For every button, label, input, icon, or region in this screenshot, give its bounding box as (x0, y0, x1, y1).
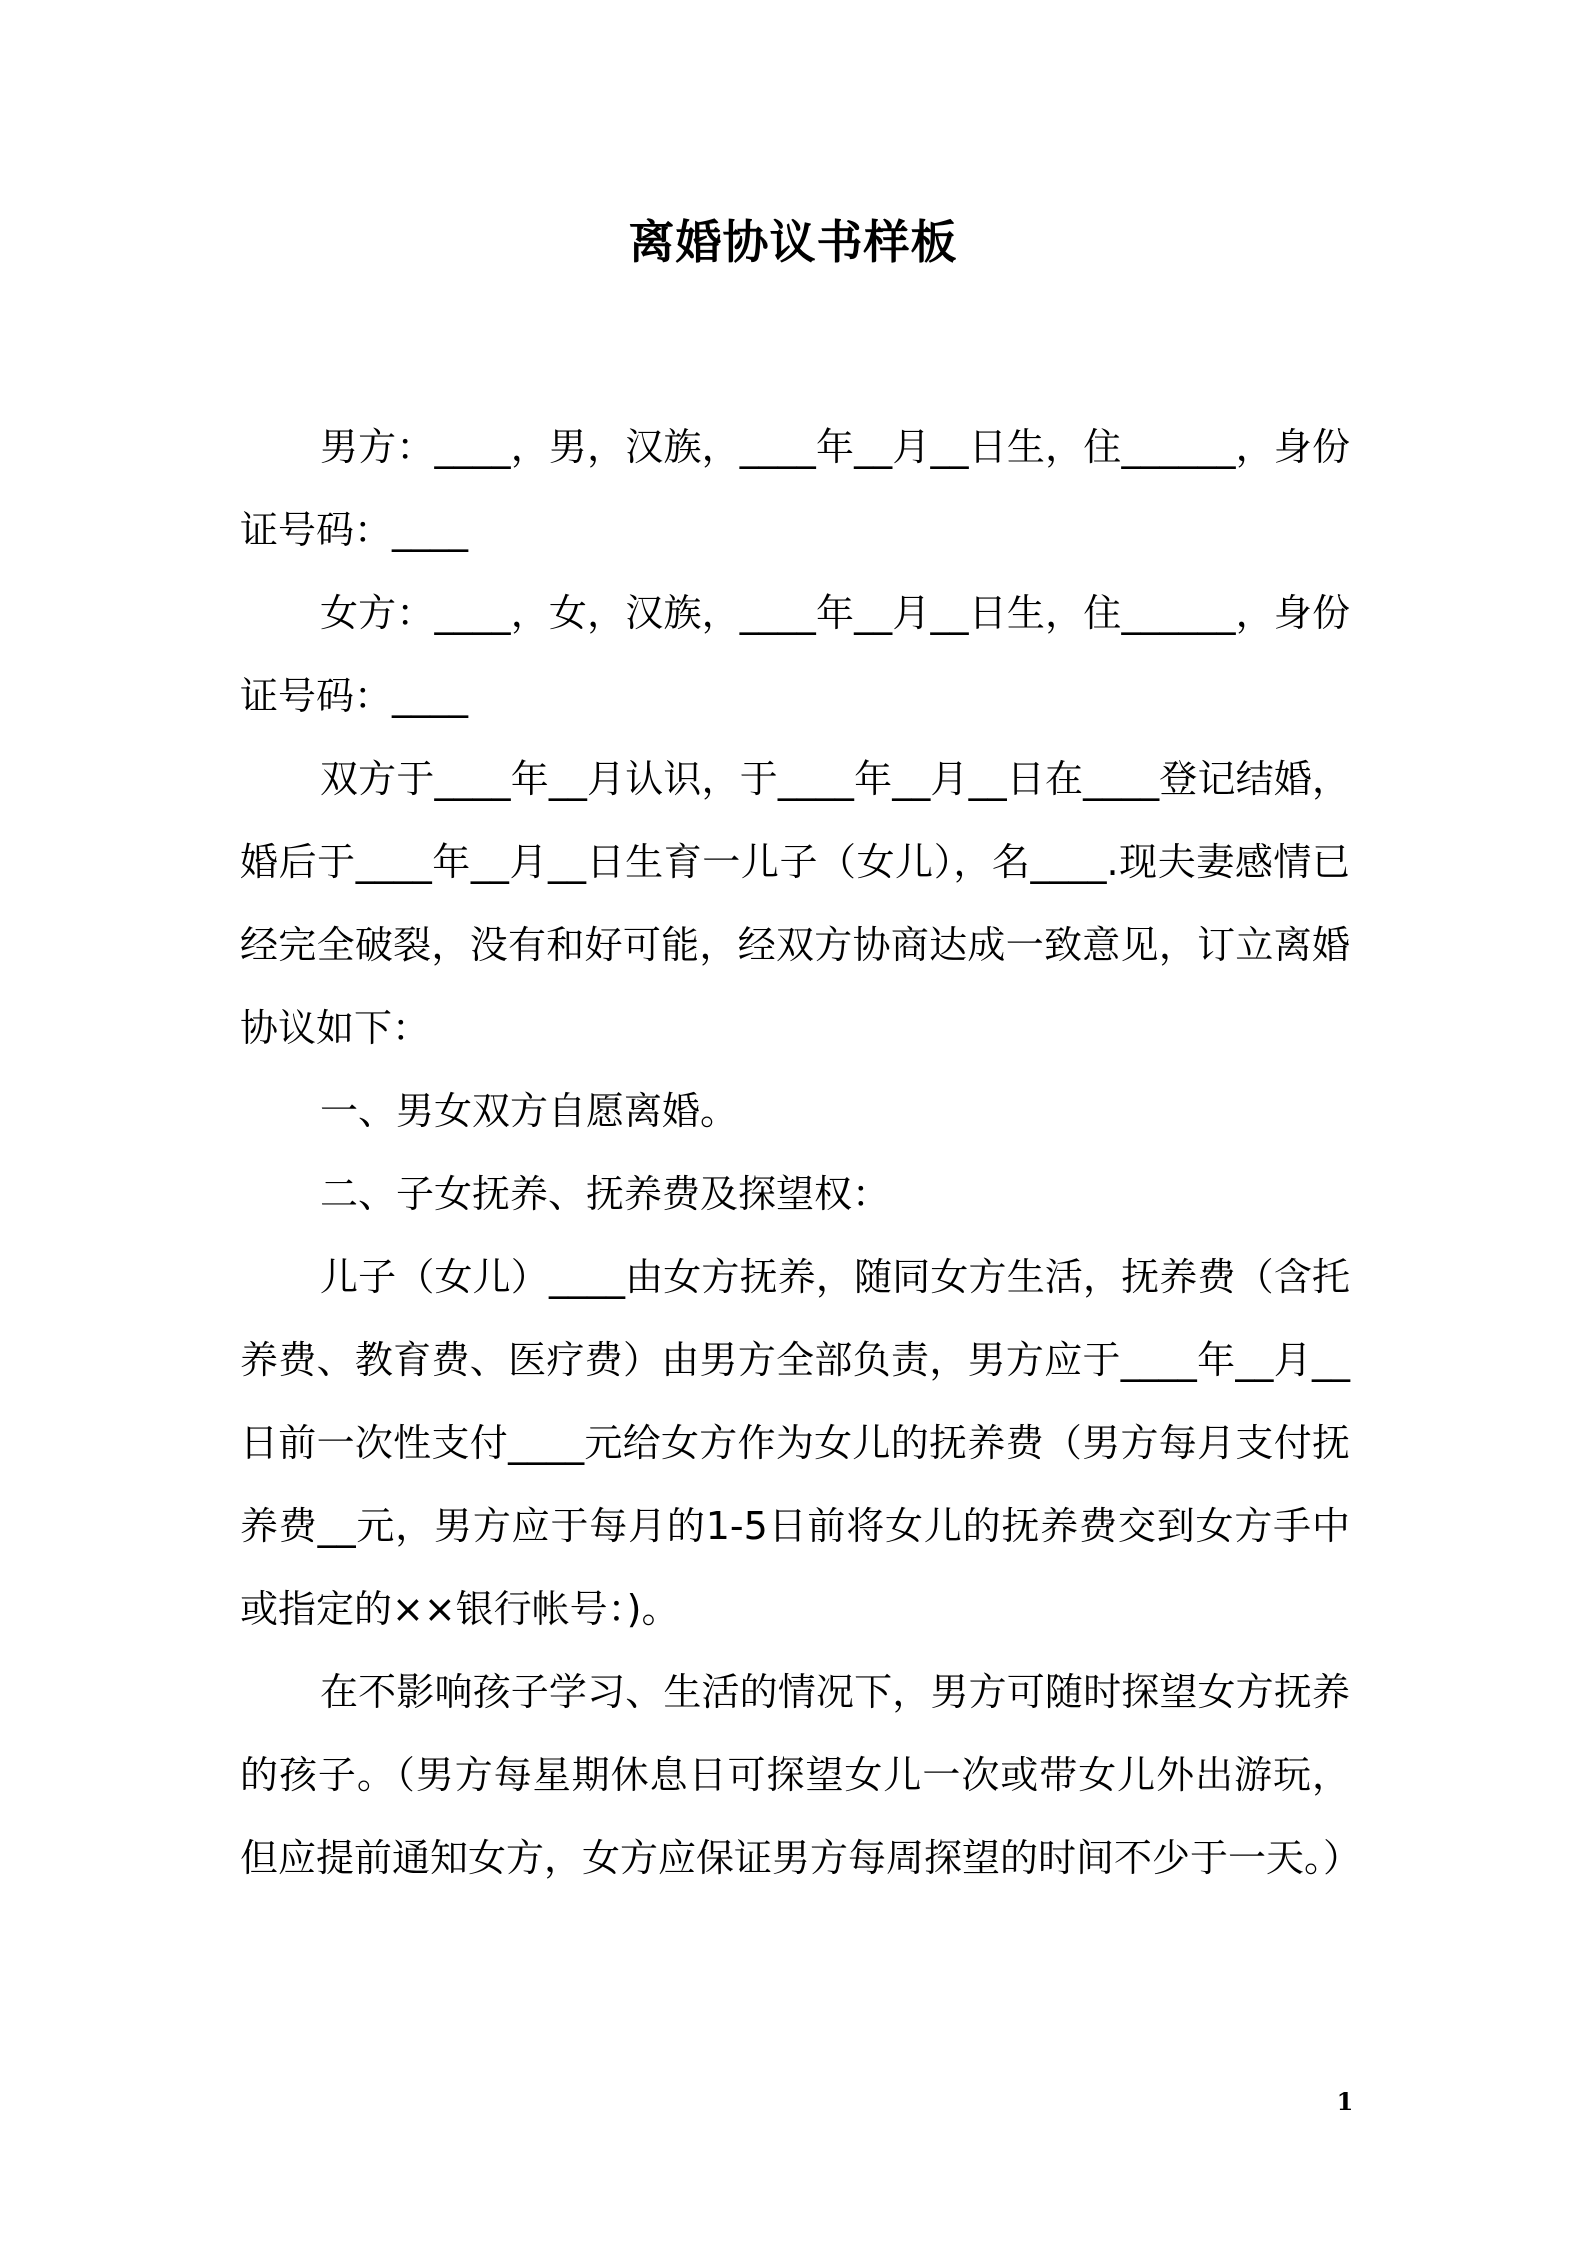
clause-one: 一、男女双方自愿离婚。 (320, 1089, 739, 1133)
document-body (240, 406, 1362, 1900)
clause-two-heading: 二、子女抚养、抚养费及探望权： (320, 1172, 891, 1216)
document-title: 离婚协议书样板 (628, 215, 958, 269)
paragraph-female-party: 女方：____，女，汉族，____年__月__日生，住______，身份证号码：____ (240, 591, 1350, 718)
paragraph-male-party: 男方：____，男，汉族，____年__月__日生，住______，身份证号码：____ (240, 425, 1350, 552)
paragraph-marriage-history: 双方于____年__月认识，于____年__月__日在____登记结婚，婚后于____年__月__日生育一儿子（女儿），名____.现夫妻感情已经完全破裂，没有和好可能，经双方协商达成一致意见，订立离婚协议如下： (240, 757, 1350, 1050)
page-number: 1 (1336, 2087, 1354, 2116)
paragraph-child-support: 儿子（女儿）____由女方抚养，随同女方生活，抚养费（含托养费、教育费、医疗费）由男方全部负责，男方应于____年__月__日前一次性支付____元给女方作为女儿的抚养费（男方每月支付抚养费__元，男方应于每月的1-5日前将女儿的抚养费交到女方手中或指定的××银行帐号：)。 (240, 1255, 1350, 1631)
paragraph-visitation: 在不影响孩子学习、生活的情况下，男方可随时探望女方抚养的孩子。（男方每星期休息日可探望女儿一次或带女儿外出游玩，但应提前通知女方，女方应保证男方每周探望的时间不少于一天。） (240, 1670, 1362, 1880)
